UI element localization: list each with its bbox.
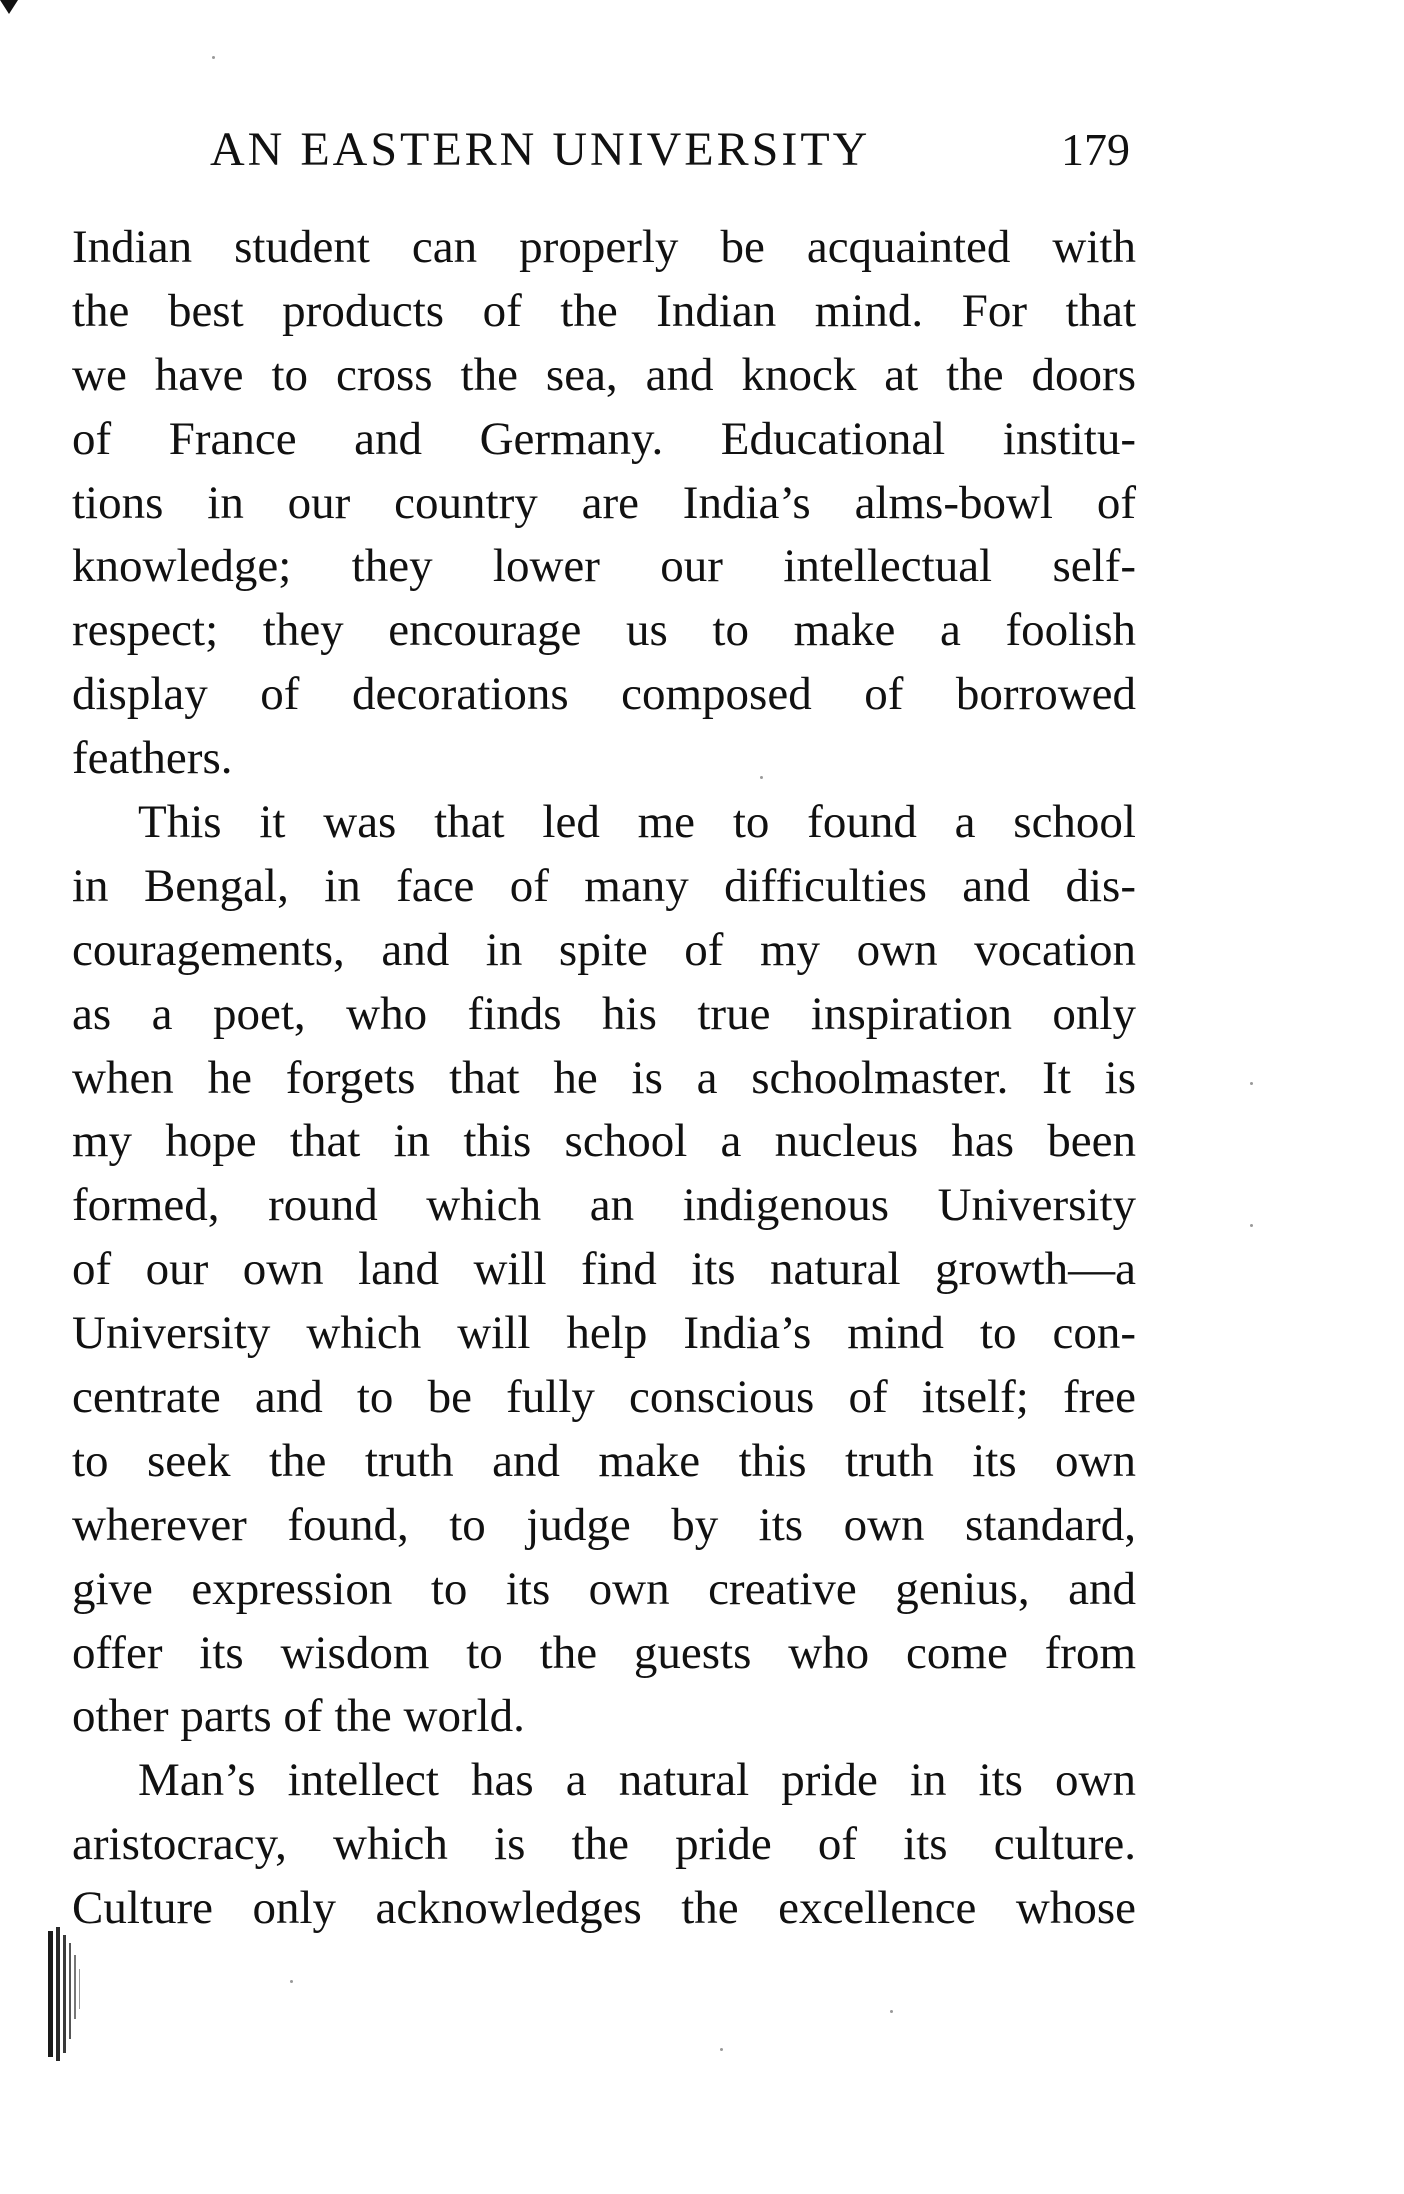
paper-speck [212, 56, 215, 59]
paragraph-1 [72, 216, 1136, 791]
corner-scan-mark [0, 0, 18, 14]
text-line: we have to cross the sea, and knock at the doors [72, 348, 1136, 401]
running-title: AN EASTERN UNIVERSITY [210, 123, 871, 176]
text-line: my hope that in this school a nucleus has been [72, 1115, 1136, 1168]
text-line: to seek the truth and make this truth its own [72, 1434, 1136, 1487]
text-line: Indian student can properly be acquainted with [72, 221, 1136, 273]
text-line: in Bengal, in face of many difficulties and dis- [72, 859, 1136, 912]
paper-speck [720, 2048, 723, 2051]
text-line: when he forgets that he is a schoolmaster. It is [72, 1051, 1136, 1104]
body-text [72, 216, 1136, 1941]
text-line: knowledge; they lower our intellectual self- [72, 540, 1136, 593]
paper-speck [1250, 1224, 1253, 1227]
text-line: This it was that led me to found a school [138, 796, 1136, 849]
text-line: feathers. [72, 732, 233, 785]
paragraph-2 [72, 791, 1136, 1749]
paper-speck [760, 776, 763, 779]
paper-speck [890, 2010, 893, 2013]
text-line: aristocracy, which is the pride of its culture. [72, 1818, 1136, 1871]
text-line: centrate and to be fully conscious of itself; free [72, 1371, 1136, 1424]
text-line: offer its wisdom to the guests who come from [72, 1626, 1136, 1679]
running-head [210, 120, 1130, 180]
text-line: formed, round which an indigenous University [72, 1179, 1136, 1232]
text-line: Man’s intellect has a natural pride in its own [138, 1754, 1136, 1807]
paragraph-3 [72, 1749, 1136, 1941]
text-line: tions in our country are India’s alms-bowl of [72, 476, 1136, 529]
binding-edge-mark [44, 1925, 90, 2065]
text-line: other parts of the world. [72, 1690, 525, 1743]
text-line: of France and Germany. Educational institu- [72, 412, 1136, 465]
page-number: 179 [1061, 124, 1130, 175]
text-line: of our own land will find its natural growth—a [72, 1243, 1136, 1296]
text-line: display of decorations composed of borrowed [72, 668, 1136, 721]
paper-speck [1250, 1082, 1253, 1085]
text-line: wherever found, to judge by its own standard, [72, 1498, 1136, 1551]
text-line: the best products of the Indian mind. For that [72, 284, 1136, 337]
text-line: University which will help India’s mind to con- [72, 1307, 1136, 1360]
text-line: give expression to its own creative genius, and [72, 1562, 1136, 1615]
paper-speck [290, 1980, 293, 1983]
text-line: couragements, and in spite of my own vocation [72, 923, 1136, 976]
text-line: Culture only acknowledges the excellence whose [72, 1882, 1136, 1935]
text-line: as a poet, who finds his true inspiration only [72, 987, 1136, 1040]
text-line: respect; they encourage us to make a foolish [72, 604, 1136, 657]
